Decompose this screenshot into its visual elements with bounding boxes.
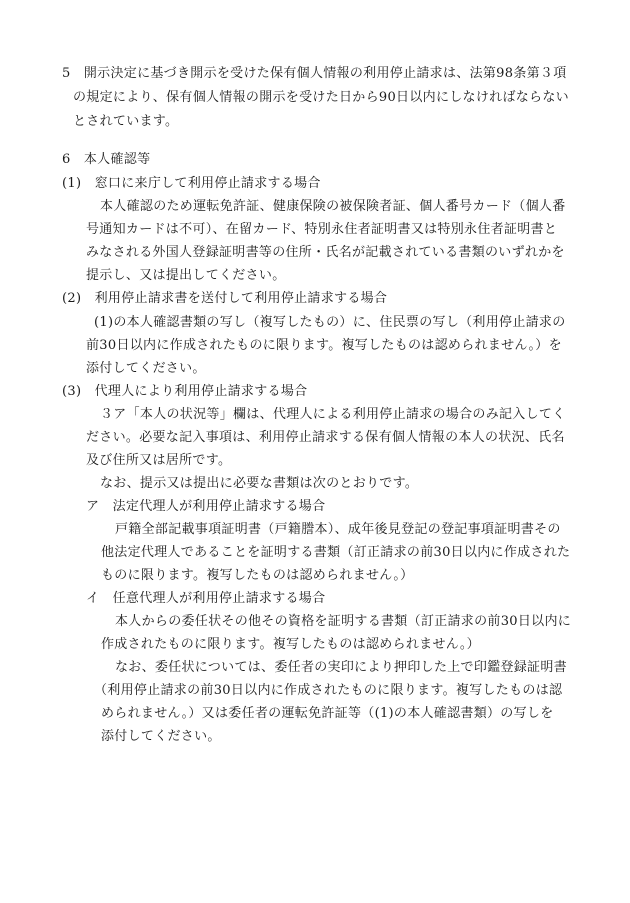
item-3-line-3: 及び住所又は居所です。 xyxy=(86,453,232,468)
item-3-line-2: ださい。必要な記入事項は、利用停止請求する保有個人情報の本人の状況、氏名 xyxy=(86,430,565,445)
subitem-a-line-2: 他法定代理人であることを証明する書類（訂正請求の前30日以内に作成された xyxy=(101,545,571,560)
subitem-i-line-4: （利用停止請求の前30日以内に作成されたものに限ります。複写したものは認 xyxy=(94,683,563,698)
subitem-i-line-3: なお、委任状については、委任者の実印により押印した上で印鑑登録証明書 xyxy=(115,660,567,675)
subitem-a-line-3: ものに限ります。複写したものは認められません。） xyxy=(101,568,414,583)
item-2-line-3: 添付してください。 xyxy=(86,361,206,376)
item-1-line-2: 号通知カードは不可）、在留カード、特別永住者証明書又は特別永住者証明書と xyxy=(86,222,558,237)
subitem-i-line-6: 添付してください。 xyxy=(101,729,221,744)
subitem-a-line-1: 戸籍全部記載事項証明書（戸籍謄本）、成年後見登記の登記事項証明書その xyxy=(115,522,561,537)
section-5-line-2: の規定により、保有個人情報の開示を受けた日から90日以内にしなければならない xyxy=(73,90,569,105)
item-1-heading: (1) 窓口に来庁して利用停止請求する場合 xyxy=(62,176,321,191)
section-5-line-3: とされています。 xyxy=(73,114,179,129)
item-1-line-4: 提示し、又は提出してください。 xyxy=(86,268,286,283)
item-3-line-4: なお、提示又は提出に必要な書類は次のとおりです。 xyxy=(100,476,419,491)
section-5-line-1: 5 開示決定に基づき開示を受けた保有個人情報の利用停止請求は、法第98条第３項 xyxy=(62,66,567,81)
subitem-i-heading: イ 任意代理人が利用停止請求する場合 xyxy=(86,591,326,606)
item-1-line-1: 本人確認のため運転免許証、健康保険の被保険者証、個人番号カード（個人番 xyxy=(100,199,566,214)
item-2-heading: (2) 利用停止請求書を送付して利用停止請求する場合 xyxy=(62,291,388,306)
section-6-heading: 6 本人確認等 xyxy=(62,152,151,167)
subitem-a-heading: ア 法定代理人が利用停止請求する場合 xyxy=(86,499,326,514)
item-3-line-1: ３ア「本人の状況等」欄は、代理人による利用停止請求の場合のみ記入してく xyxy=(100,407,566,422)
subitem-i-line-2: 作成されたものに限ります。複写したものは認められません。） xyxy=(101,637,480,652)
item-2-line-1: (1)の本人確認書類の写し（複写したもの）に、住民票の写し（利用停止請求の xyxy=(94,315,566,330)
item-3-heading: (3) 代理人により利用停止請求する場合 xyxy=(62,384,308,399)
item-1-line-3: みなされる外国人登録証明書等の住所・氏名が記載されている書類のいずれかを xyxy=(86,245,565,260)
subitem-i-line-1: 本人からの委任状その他その資格を証明する書類（訂正請求の前30日以内に xyxy=(115,614,572,629)
subitem-i-line-5: められません。）又は委任者の運転免許証等（(1)の本人確認書類）の写しを xyxy=(101,706,554,721)
item-2-line-2: 前30日以内に作成されたものに限ります。複写したものは認められません。）を xyxy=(86,338,562,353)
